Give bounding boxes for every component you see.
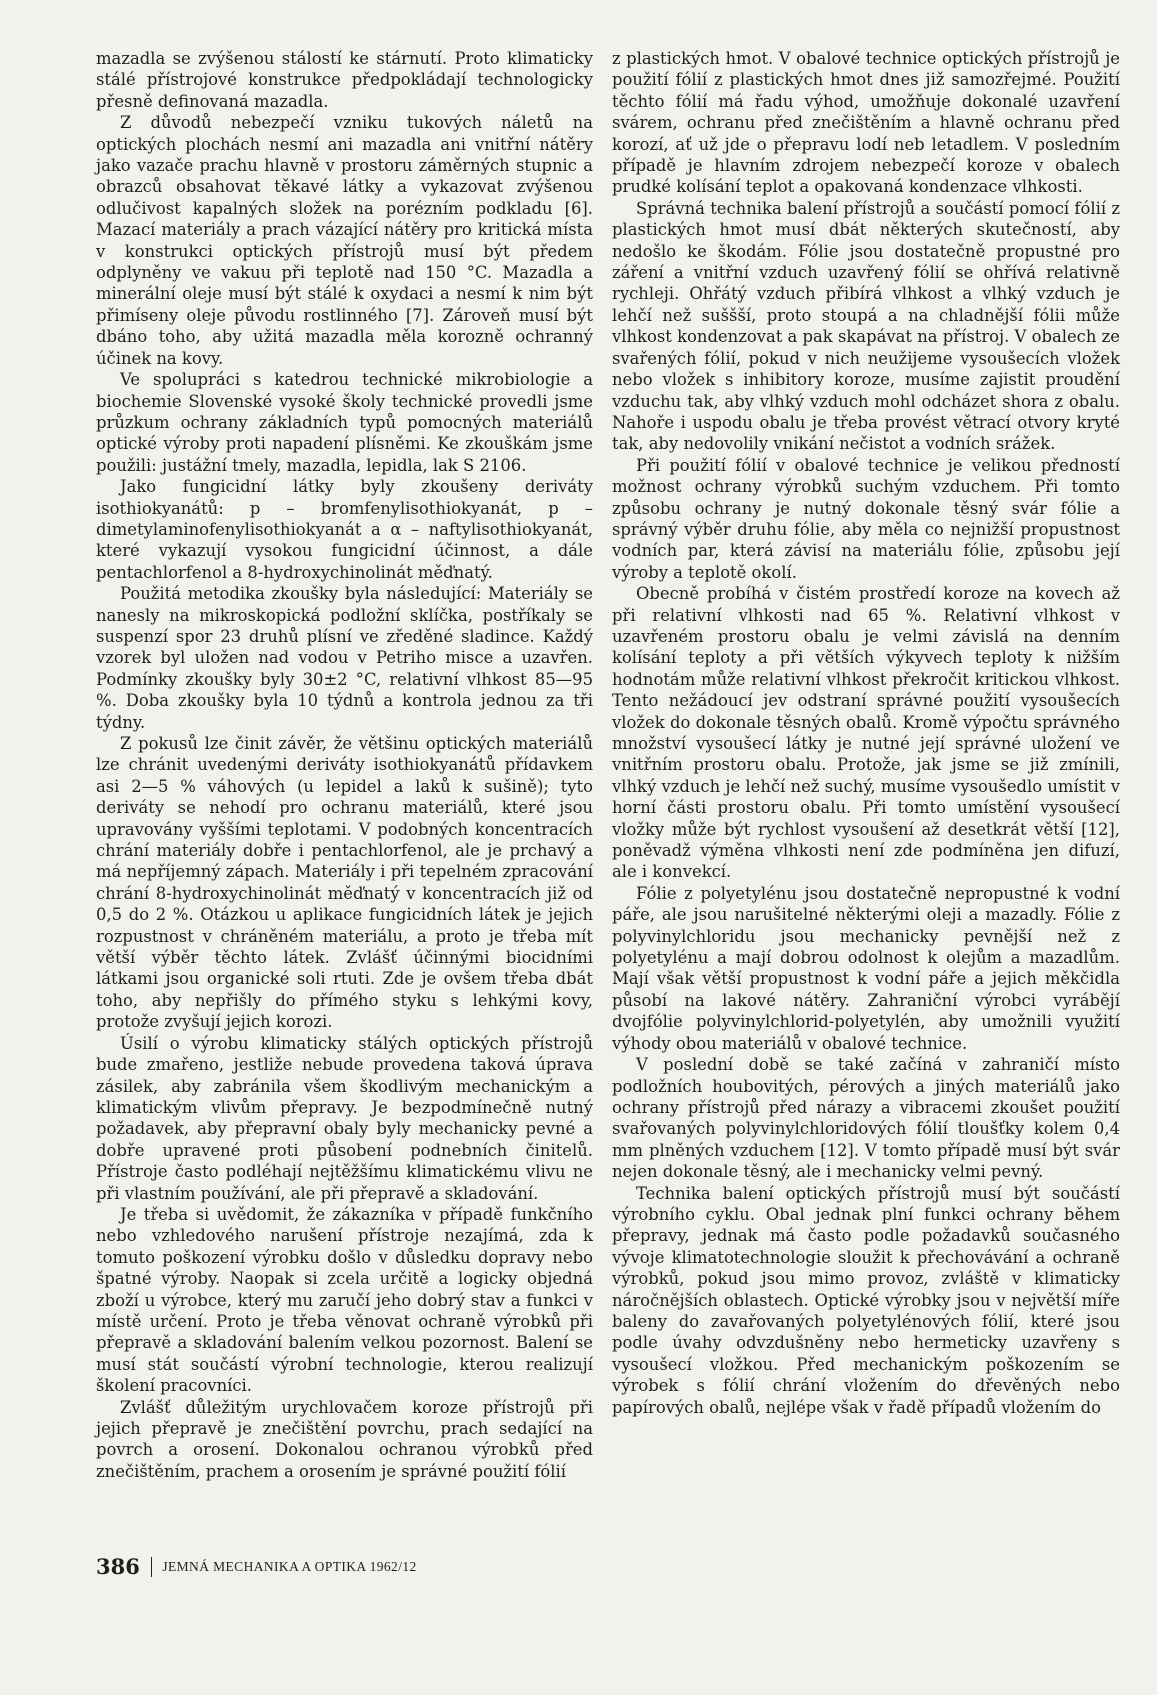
journal-name: JEMNÁ MECHANIKA A OPTIKA 1962/12 bbox=[162, 1558, 417, 1574]
right-text-column bbox=[612, 48, 1120, 1418]
paragraph: Úsilí o výrobu klimaticky stálých optických přístrojů bude zmařeno, jestliže nebude provedena taková úprava zásilek, aby zabránila všem škodlivým mechanickým a klimatickým vlivům přepravy. Je bezpodmínečně nutný požadavek, aby přepravní obaly byly mechanicky pevné a dobře upravené proti působení podnebních činitelů. Přístroje často podléhají nejtěžšímu klimatickému vlivu ne při vlastním používání, ale při přepravě a skladování. bbox=[96, 1033, 593, 1203]
paragraph: Obecně probíhá v čistém prostředí koroze na kovech až při relativní vlhkosti nad 65 %. Relativní vlhkost v uzavřeném prostoru obalu je velmi závislá na denním kolísání teploty a při větších výkyvech teploty k nižším hodnotám může relativní vlhkost překročit kritickou vlhkost. Tento nežádoucí jev odstraní správné použití vysoušecích vložek do dokonale těsných obalů. Kromě výpočtu správného množství vysoušecí látky je nutné její správné uložení ve vnitřním prostoru obalu. Protože, jak jsme se již zmínili, vlhký vzduch je lehčí než suchý, musíme vysoušedlo umístit v horní části prostoru obalu. Při tomto umístění vysoušecí vložky může být rychlost vysoušení až desetkrát větší [12], poněvadž výměna vlhkosti není zde podmíněna jen difuzí, ale i konvekcí. bbox=[612, 584, 1120, 882]
paragraph: Technika balení optických přístrojů musí být součástí výrobního cyklu. Obal jednak plní funkci ochrany během přepravy, jednak má často podle požadavků současného vývoje klimatotechnologie sloužit k přechovávání a ochraně výrobků, pokud jsou mimo provoz, zvláště v klimaticky náročnějších oblastech. Optické výrobky jsou v největší míře baleny do zavařovaných polyetylénových fólií, které jsou podle úvahy odvzdušněny nebo hermeticky uzavřeny s vysoušecí vložkou. Před mechanickým poškozením se výrobek s fólií chrání vložením do dřevěných nebo papírových obalů, nejlépe však v řadě případů vložením do bbox=[612, 1183, 1120, 1417]
paragraph: Je třeba si uvědomit, že zákazníka v případě funkčního nebo vzhledového narušení přístroje nezajímá, zda k tomuto poškození výrobku došlo v důsledku dopravy nebo špatné výroby. Naopak si zcela určitě a logicky objedná zboží u výrobce, který mu zaručí jeho dobrý stav a funkci v místě určení. Proto je třeba věnovat ochraně výrobků při přepravě a skladování balením velkou pozornost. Balení se musí stát součástí výrobní technologie, kterou realizují školení pracovníci. bbox=[96, 1204, 593, 1396]
paragraph: Správná technika balení přístrojů a součástí pomocí fólií z plastických hmot musí dbát některých skutečností, aby nedošlo ke škodám. Fólie jsou dostatečně propustné pro záření a vnitřní vzduch uzavřený fólií se ohřívá relativně rychleji. Ohřátý vzduch přibírá vlhkost a vlhký vzduch je lehčí než suššší, proto stoupá a na chladnější fólii může vlhkost kondenzovat a pak skapávat na přístroj. V obalech ze svařených fólií, pokud v nich neužijeme vysoušecích vložek nebo vložek s inhibitory koroze, musíme zajistit proudění vzduchu tak, aby vlhký vzduch mohl odcházet shora z obalu. Nahoře i uspodu obalu je třeba provést větrací otvory kryté tak, aby nedovolily vnikání nečistot a vodních srážek. bbox=[612, 198, 1120, 454]
left-text-column bbox=[96, 48, 593, 1482]
paragraph: mazadla se zvýšenou stálostí ke stárnutí. Proto klimaticky stálé přístrojové konstrukce předpokládají technologicky přesně definovaná mazadla. bbox=[96, 49, 593, 111]
paragraph: Použitá metodika zkoušky byla následující: Materiály se nanesly na mikroskopická podložní sklíčka, postříkaly se suspenzí spor 23 druhů plísní ve zředěné sladince. Každý vzorek byl uložen nad vodou v Petriho misce a uzavřen. Podmínky zkoušky byly 30±2 °C, relativní vlhkost 85—95 %. Doba zkoušky byla 10 týdnů a kontrola jednou za tři týdny. bbox=[96, 584, 593, 732]
paragraph: Ve spolupráci s katedrou technické mikrobiologie a biochemie Slovenské vysoké školy technické provedli jsme průzkum ochrany základních typů pomocných materiálů optické výroby proti napadení plísněmi. Ke zkouškám jsme použili: justážní tmely, mazadla, lepidla, lak S 2106. bbox=[96, 370, 593, 475]
paragraph: V poslední době se také začíná v zahraničí místo podložních houbovitých, pérových a jiných materiálů jako ochrany přístrojů před nárazy a vibracemi zkoušet použití svařovaných polyvinylchloridových fólií tloušťky kolem 0,4 mm plněných vzduchem [12]. V tomto případě musí být svár nejen dokonale těsný, ale i mechanicky velmi pevný. bbox=[612, 1055, 1120, 1182]
footer-separator bbox=[151, 1557, 153, 1577]
page-footer bbox=[96, 1554, 417, 1579]
paragraph: Zvlášť důležitým urychlovačem koroze přístrojů při jejich přepravě je znečištění povrchu, prach sedající na povrch a orosení. Dokonalou ochranou výrobků před znečištěním, prachem a orosením je správné použití fólií bbox=[96, 1397, 593, 1481]
paragraph: Z pokusů lze činit závěr, že většinu optických materiálů lze chránit uvedenými deriváty isothiokyanátů přídavkem asi 2—5 % váhových (u lepidel a laků k sušině); tyto deriváty se nehodí pro ochranu materiálů, které jsou upravovány vyššími teplotami. V podobných koncentracích chrání materiály dobře i pentachlorfenol, ale je prchavý a má nepříjemný zápach. Materiály i při tepelném zpracování chrání 8-hydroxychinolinát měďnatý v koncentracích již od 0,5 do 2 %. Otázkou u aplikace fungicidních látek je jejich rozpustnost v chráněném materiálu, a proto je třeba mít větší výběr těchto látek. Zvlášť účinnými biocidními látkami jsou organické soli rtuti. Zde je ovšem třeba dbát toho, aby nepřišly do přímého styku s lehkými kovy, protože zvyšují jejich korozi. bbox=[96, 734, 593, 1032]
paragraph: z plastických hmot. V obalové technice optických přístrojů je použití fólií z plastických hmot dnes již samozřejmé. Použití těchto fólií má řadu výhod, umožňuje dokonalé uzavření svárem, ochranu před znečištěním a hlavně ochranu před korozí, ať už jde o přepravu lodí neb letadlem. V posledním případě je hlavním zdrojem nebezpečí koroze v obalech prudké kolísání teplot a opakovaná kondenzace vlhkosti. bbox=[612, 49, 1120, 197]
paragraph: Jako fungicidní látky byly zkoušeny deriváty isothiokyanátů: p – bromfenylisothiokyanát, p – dimetylaminofenylisothiokyanát a α – naftylisothiokyanát, které vykazují vysokou fungicidní účinnost, a dále pentachlorfenol a 8-hydroxychinolinát měďnatý. bbox=[96, 477, 593, 582]
page-number: 386 bbox=[96, 1554, 140, 1579]
paragraph: Z důvodů nebezpečí vzniku tukových náletů na optických plochách nesmí ani mazadla ani vnitřní nátěry jako vazače prachu hlavně v prostoru záměrných stupnic a obrazců obsahovat těkavé látky a vykazovat zvýšenou odlučivost kapalných složek na porézním podkladu [6]. Mazací materiály a prach vázající nátěry pro kritická místa v konstrukci optických přístrojů musí být předem odplyněny ve vakuu při teplotě nad 150 °C. Mazadla a minerální oleje musí být stálé k oxydaci a nesmí k nim být přimíseny oleje původu rostlinného [7]. Zároveň musí být dbáno toho, aby užitá mazadla měla korozně ochranný účinek na kovy. bbox=[96, 113, 593, 368]
paragraph: Při použití fólií v obalové technice je velikou předností možnost ochrany výrobků suchým vzduchem. Při tomto způsobu ochrany je nutný dokonale těsný svár fólie a správný výběr druhu fólie, aby měla co nejnižší propustnost vodních par, která závisí na materiálu fólie, způsobu její výroby a teplotě okolí. bbox=[612, 455, 1120, 582]
paragraph: Fólie z polyetylénu jsou dostatečně nepropustné k vodní páře, ale jsou narušitelné některými oleji a mazadly. Fólie z polyvinylchloridu jsou mechanicky pevnější než z polyetylénu a mají dobrou odolnost k olejům a mazadlům. Mají však větší propustnost k vodní páře a jejich měkčidla působí na lakové nátěry. Zahraniční výrobci vyrábějí dvojfólie polyvinylchlorid-polyetylén, aby umožnili využití výhody obou materiálů v obalové technice. bbox=[612, 883, 1120, 1053]
